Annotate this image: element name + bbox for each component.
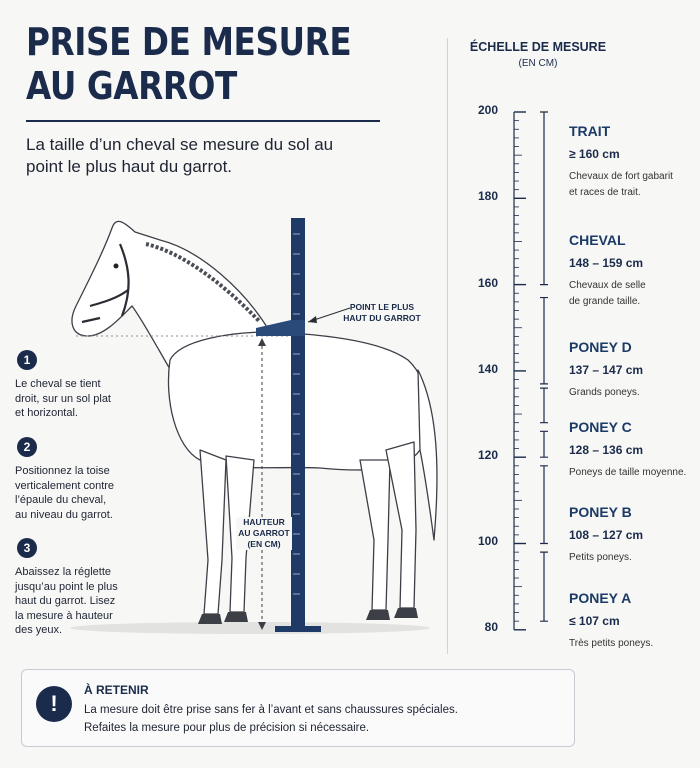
reminder-title: À RETENIR xyxy=(84,683,149,697)
category-cheval xyxy=(569,232,697,310)
height-label-line-2: AU GARROT xyxy=(238,528,290,538)
category-trait xyxy=(569,123,697,201)
category-name: CHEVAL xyxy=(569,232,626,248)
tick-label-120: 120 xyxy=(477,448,498,462)
tick-label-100: 100 xyxy=(477,534,498,548)
category-name: PONEY A xyxy=(569,590,632,606)
category-description: Petits poneys. xyxy=(569,552,632,563)
step-text-1: Le cheval se tient droit, sur un sol plat et horizontal. xyxy=(15,378,111,419)
height-label-line-3: (EN CM) xyxy=(247,539,281,549)
scale-ruler xyxy=(500,100,560,660)
category-poney-c xyxy=(569,419,697,481)
step-number-2: 2 xyxy=(17,437,37,457)
tick-label-200: 200 xyxy=(477,103,498,117)
category-desc-line-2: de grande taille. xyxy=(569,296,641,307)
horse-body xyxy=(72,221,437,614)
category-desc-line-1: Chevaux de selle xyxy=(569,280,646,291)
horse-illustration xyxy=(60,210,440,640)
category-bracket xyxy=(540,388,548,423)
category-description xyxy=(569,169,697,201)
horse-eye xyxy=(114,264,119,269)
category-desc-line-2: et races de trait. xyxy=(569,187,641,198)
exclamation-icon: ! xyxy=(36,686,72,722)
category-range: 108 – 127 cm xyxy=(569,528,644,542)
category-bracket xyxy=(540,466,548,544)
category-range: 128 – 136 cm xyxy=(569,443,644,457)
category-description: Poneys de taille moyenne. xyxy=(569,467,687,478)
ground-shadow xyxy=(70,622,430,634)
column-divider xyxy=(447,38,448,654)
title-line-2: AU GARROT xyxy=(26,64,237,108)
category-poney-d xyxy=(569,339,697,401)
scale-subtitle: (EN CM) xyxy=(518,58,558,69)
reminder-line-1: La mesure doit être prise sans fer à l’avant et sans chaussures spéciales. xyxy=(84,704,458,716)
title-underline xyxy=(26,120,380,122)
step-number-1: 1 xyxy=(17,350,37,370)
category-name: PONEY B xyxy=(569,504,632,520)
category-description xyxy=(569,278,697,310)
withers-label-line-2: HAUT DU GARROT xyxy=(343,313,421,323)
reminder-line-2: Refaites la mesure pour plus de précision si nécessaire. xyxy=(84,722,370,734)
category-bracket xyxy=(540,112,548,285)
category-name: PONEY D xyxy=(569,339,632,355)
category-description: Grands poneys. xyxy=(569,387,640,398)
tick-label-140: 140 xyxy=(477,362,498,376)
withers-pointer-head xyxy=(308,316,317,323)
tick-label-180: 180 xyxy=(477,189,498,203)
category-name: TRAIT xyxy=(569,123,611,139)
category-description: Très petits poneys. xyxy=(569,638,654,649)
category-range: 148 – 159 cm xyxy=(569,256,644,270)
category-name: PONEY C xyxy=(569,419,632,435)
category-range: ≤ 107 cm xyxy=(569,614,620,628)
step-text-3: Abaissez la réglette jusqu’au point le plus haut du garrot. Lisez la mesure à hauteur des yeux. xyxy=(15,566,118,636)
page-title xyxy=(26,20,351,108)
scale-title: ÉCHELLE DE MESURE xyxy=(469,40,607,54)
category-poney-b xyxy=(569,504,697,566)
step-number-3: 3 xyxy=(17,538,37,558)
reminder-box xyxy=(21,669,575,747)
category-bracket xyxy=(540,552,548,621)
step-text-2: Positionnez la toise verticalement contre l’épaule du cheval, au niveau du garrot. xyxy=(15,465,115,521)
tick-label-160: 160 xyxy=(477,276,498,290)
title-line-1: PRISE DE MESURE xyxy=(26,20,352,64)
category-range: ≥ 160 cm xyxy=(569,147,620,161)
category-range: 137 – 147 cm xyxy=(569,363,644,377)
height-label xyxy=(236,517,292,550)
withers-label xyxy=(340,302,424,324)
category-poney-a xyxy=(569,590,697,652)
withers-label-line-1: POINT LE PLUS xyxy=(349,302,415,312)
tick-label-80: 80 xyxy=(484,620,498,634)
category-bracket xyxy=(540,298,548,384)
intro-text: La taille d’un cheval se mesure du sol au point le plus haut du garrot. xyxy=(26,135,334,176)
height-label-line-1: HAUTEUR xyxy=(243,517,285,527)
category-bracket xyxy=(540,431,548,457)
category-desc-line-1: Chevaux de fort gabarit xyxy=(569,171,673,182)
